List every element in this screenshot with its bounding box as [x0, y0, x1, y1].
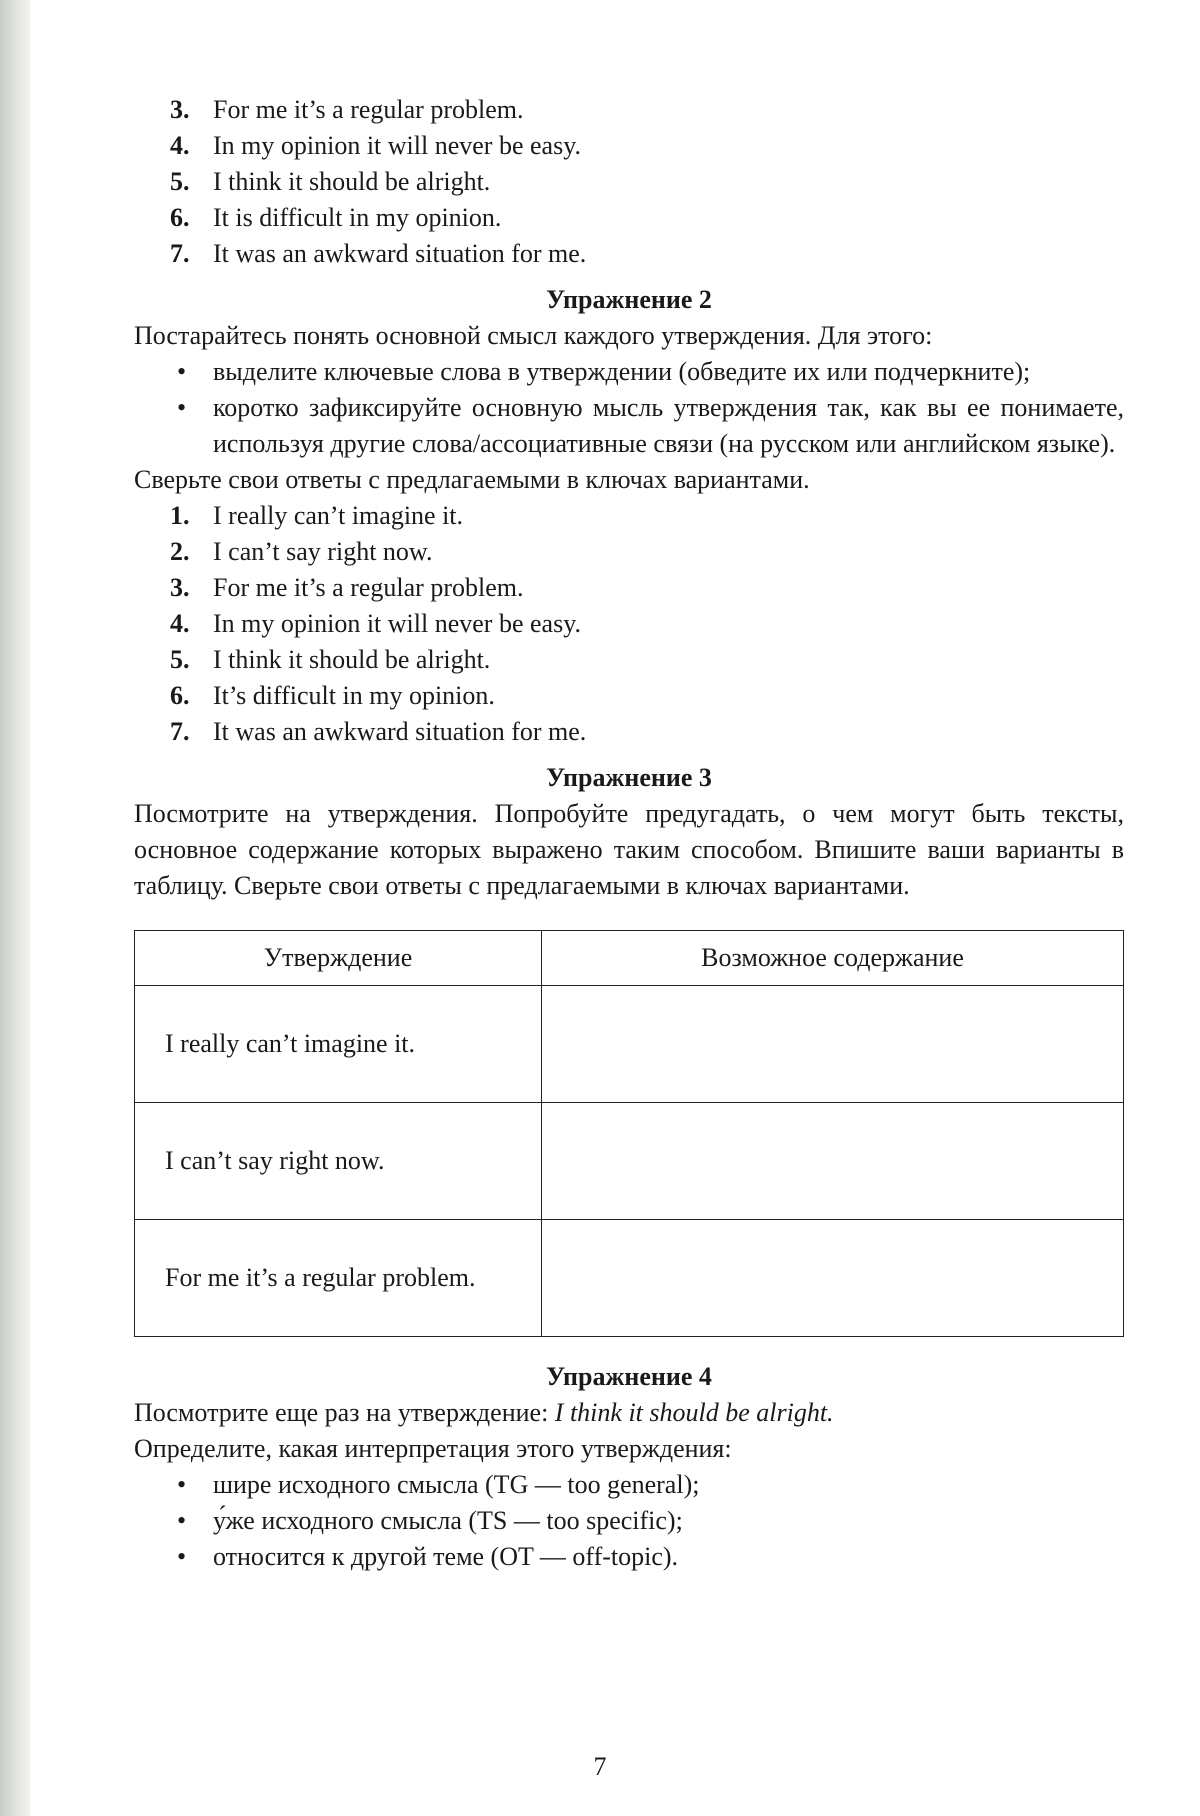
exercise-3-title: Упражнение 3: [546, 763, 712, 792]
list-item: 2. I can’t say right now.: [170, 537, 433, 566]
exercise-2-bullets: [134, 354, 1124, 462]
list-item: 6. It is difficult in my opinion.: [170, 203, 502, 232]
bullet-item: • шире исходного смысла (TG — too general);: [177, 1470, 700, 1499]
list-item: 3. For me it’s a regular problem.: [170, 95, 524, 124]
column-header-content: Возможное содержание: [542, 931, 1124, 986]
column-header-statement: Утверждение: [135, 931, 542, 986]
exercise-2-check: Сверьте свои ответы с предлагаемыми в ключах вариантами.: [134, 465, 810, 494]
statement-cell: For me it’s a regular problem.: [135, 1220, 542, 1337]
quoted-statement: I think it should be alright.: [554, 1398, 834, 1427]
bullet-item: • относится к другой теме (OT — off-topic).: [177, 1542, 679, 1571]
table-header-row: [135, 931, 1124, 986]
book-spine-edge: [0, 0, 30, 1816]
table-row: [135, 1220, 1124, 1337]
exercise-4-bullets: [134, 1467, 1124, 1575]
exercise-2-intro: Постарайтесь понять основной смысл каждого утверждения. Для этого:: [134, 321, 933, 350]
list-item: 5. I think it should be alright.: [170, 645, 491, 674]
list-item: 7. It was an awkward situation for me.: [170, 717, 587, 746]
bullet-item: • выделите ключевые слова в утверждении (обведите их или подчеркните);: [177, 357, 1031, 386]
page-content: [134, 92, 1124, 1575]
exercise-4-line-2: Определите, какая интерпретация этого утверждения:: [134, 1434, 732, 1463]
exercise-2-statement-list: [134, 498, 1124, 750]
list-item: 4. In my opinion it will never be easy.: [170, 131, 582, 160]
list-item: 1. I really can’t imagine it.: [170, 501, 464, 530]
exercise-4-title: Упражнение 4: [546, 1362, 712, 1391]
bullet-item: • коротко зафиксируйте основную мысль утверждения так, как вы ее понимаете, используя другие слова/ассоциативные связи (на русском или английском языке).: [177, 393, 1124, 458]
exercise-3-table: [134, 930, 1124, 1337]
bullet-item: • у́же исходного смысла (TS — too specific);: [177, 1506, 683, 1535]
answer-cell[interactable]: [542, 986, 1124, 1103]
exercise-3-text: Посмотрите на утверждения. Попробуйте предугадать, о чем могут быть тексты, основное содержание которых выражено таким способом. Впишите ваши варианты в таблицу. Сверьте свои ответы с предлагаемыми в ключах вариантами.: [134, 799, 1124, 900]
statement-cell: I really can’t imagine it.: [135, 986, 542, 1103]
exercise-4-line-1: Посмотрите еще раз на утверждение: I think it should be alright.: [134, 1398, 834, 1427]
statement-cell: I can’t say right now.: [135, 1103, 542, 1220]
table-row: [135, 1103, 1124, 1220]
answer-cell[interactable]: [542, 1103, 1124, 1220]
exercise-2-title: Упражнение 2: [546, 285, 712, 314]
list-item: 5. I think it should be alright.: [170, 167, 491, 196]
answer-cell[interactable]: [542, 1220, 1124, 1337]
list-item: 6. It’s difficult in my opinion.: [170, 681, 495, 710]
list-item: 7. It was an awkward situation for me.: [170, 239, 587, 268]
top-statement-list: [134, 92, 1124, 272]
page-number: 7: [593, 1752, 607, 1781]
table-row: [135, 986, 1124, 1103]
list-item: 3. For me it’s a regular problem.: [170, 573, 524, 602]
list-item: 4. In my opinion it will never be easy.: [170, 609, 582, 638]
